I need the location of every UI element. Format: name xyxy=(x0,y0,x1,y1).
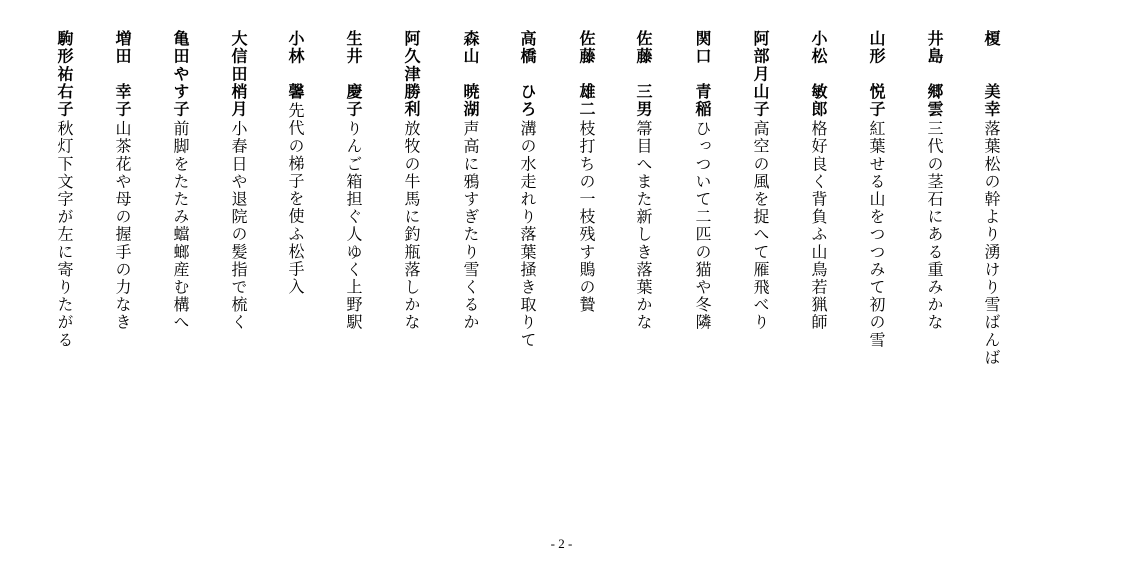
haiku-text: 紅葉せる山をつつみて初の雪 xyxy=(867,120,886,349)
haiku-text: 前脚をたたみ蟷螂産む構へ xyxy=(171,120,190,332)
author-name: 阿久津勝利 xyxy=(402,30,421,118)
haiku-text: 溝の水走れり落葉掻き取りて xyxy=(518,120,537,349)
haiku-entry xyxy=(924,10,944,331)
haiku-text: 三代の茎石にある重みかな xyxy=(925,120,944,332)
haiku-text: 格好良く背負ふ山鳥若猟師 xyxy=(809,120,828,332)
haiku-entry xyxy=(692,10,712,331)
haiku-entry xyxy=(170,10,190,331)
author-name: 高橋 ひろ xyxy=(518,30,537,118)
author-name: 山形 悦子 xyxy=(867,30,886,118)
haiku-entry xyxy=(750,10,770,331)
haiku-text: 山茶花や母の握手の力なき xyxy=(113,120,132,332)
haiku-entry xyxy=(576,10,596,314)
haiku-entry xyxy=(633,10,653,331)
haiku-entry xyxy=(981,10,1001,366)
author-name: 井島 郷雲 xyxy=(925,30,944,118)
author-name: 小林 馨 xyxy=(286,30,305,101)
haiku-entry xyxy=(343,10,363,331)
haiku-entry xyxy=(112,10,132,331)
author-name: 生井 慶子 xyxy=(344,30,363,118)
author-name: 亀田やす子 xyxy=(171,30,190,118)
haiku-text: 箒目へまた新しき落葉かな xyxy=(634,120,653,332)
author-name: 阿部月山子 xyxy=(751,30,770,118)
haiku-entry xyxy=(228,10,248,331)
haiku-entry xyxy=(285,10,305,296)
haiku-entry xyxy=(808,10,828,331)
author-name: 増田 幸子 xyxy=(113,30,132,118)
haiku-entry xyxy=(54,10,74,349)
author-name: 榎 美幸 xyxy=(982,30,1001,118)
haiku-text: 枝打ちの一枝残す鵙の贄 xyxy=(577,120,596,314)
author-name: 駒形祐右子 xyxy=(55,30,74,118)
author-name: 小松 敏郎 xyxy=(809,30,828,118)
haiku-entry xyxy=(866,10,886,349)
author-name: 佐藤 雄二 xyxy=(577,30,596,118)
haiku-text: 小春日や退院の髪指で梳く xyxy=(229,120,248,332)
author-name: 森山 暁湖 xyxy=(461,30,480,118)
author-name: 関口 青稲 xyxy=(693,30,712,118)
haiku-text: 秋灯下文字が左に寄りたがる xyxy=(55,120,74,349)
haiku-entry xyxy=(460,10,480,331)
haiku-text: 声高に鴉すぎたり雪くるか xyxy=(461,120,480,332)
haiku-text: 先代の梯子を使ふ松手入 xyxy=(286,102,305,297)
haiku-entry xyxy=(401,10,421,331)
haiku-text: りんご箱担ぐ人ゆく上野駅 xyxy=(344,120,363,332)
haiku-text: 高空の風を捉へて雁飛べり xyxy=(751,120,770,332)
haiku-text: 放牧の牛馬に釣瓶落しかな xyxy=(402,120,421,332)
author-name: 大信田梢月 xyxy=(229,30,248,118)
page-number: - 2 - xyxy=(550,536,573,551)
haiku-text: 落葉松の幹より湧けり雪ばんば xyxy=(982,120,1001,367)
haiku-entry xyxy=(517,10,537,349)
haiku-text: ひっついて二匹の猫や冬隣 xyxy=(693,120,712,332)
author-name: 佐藤 三男 xyxy=(634,30,653,118)
